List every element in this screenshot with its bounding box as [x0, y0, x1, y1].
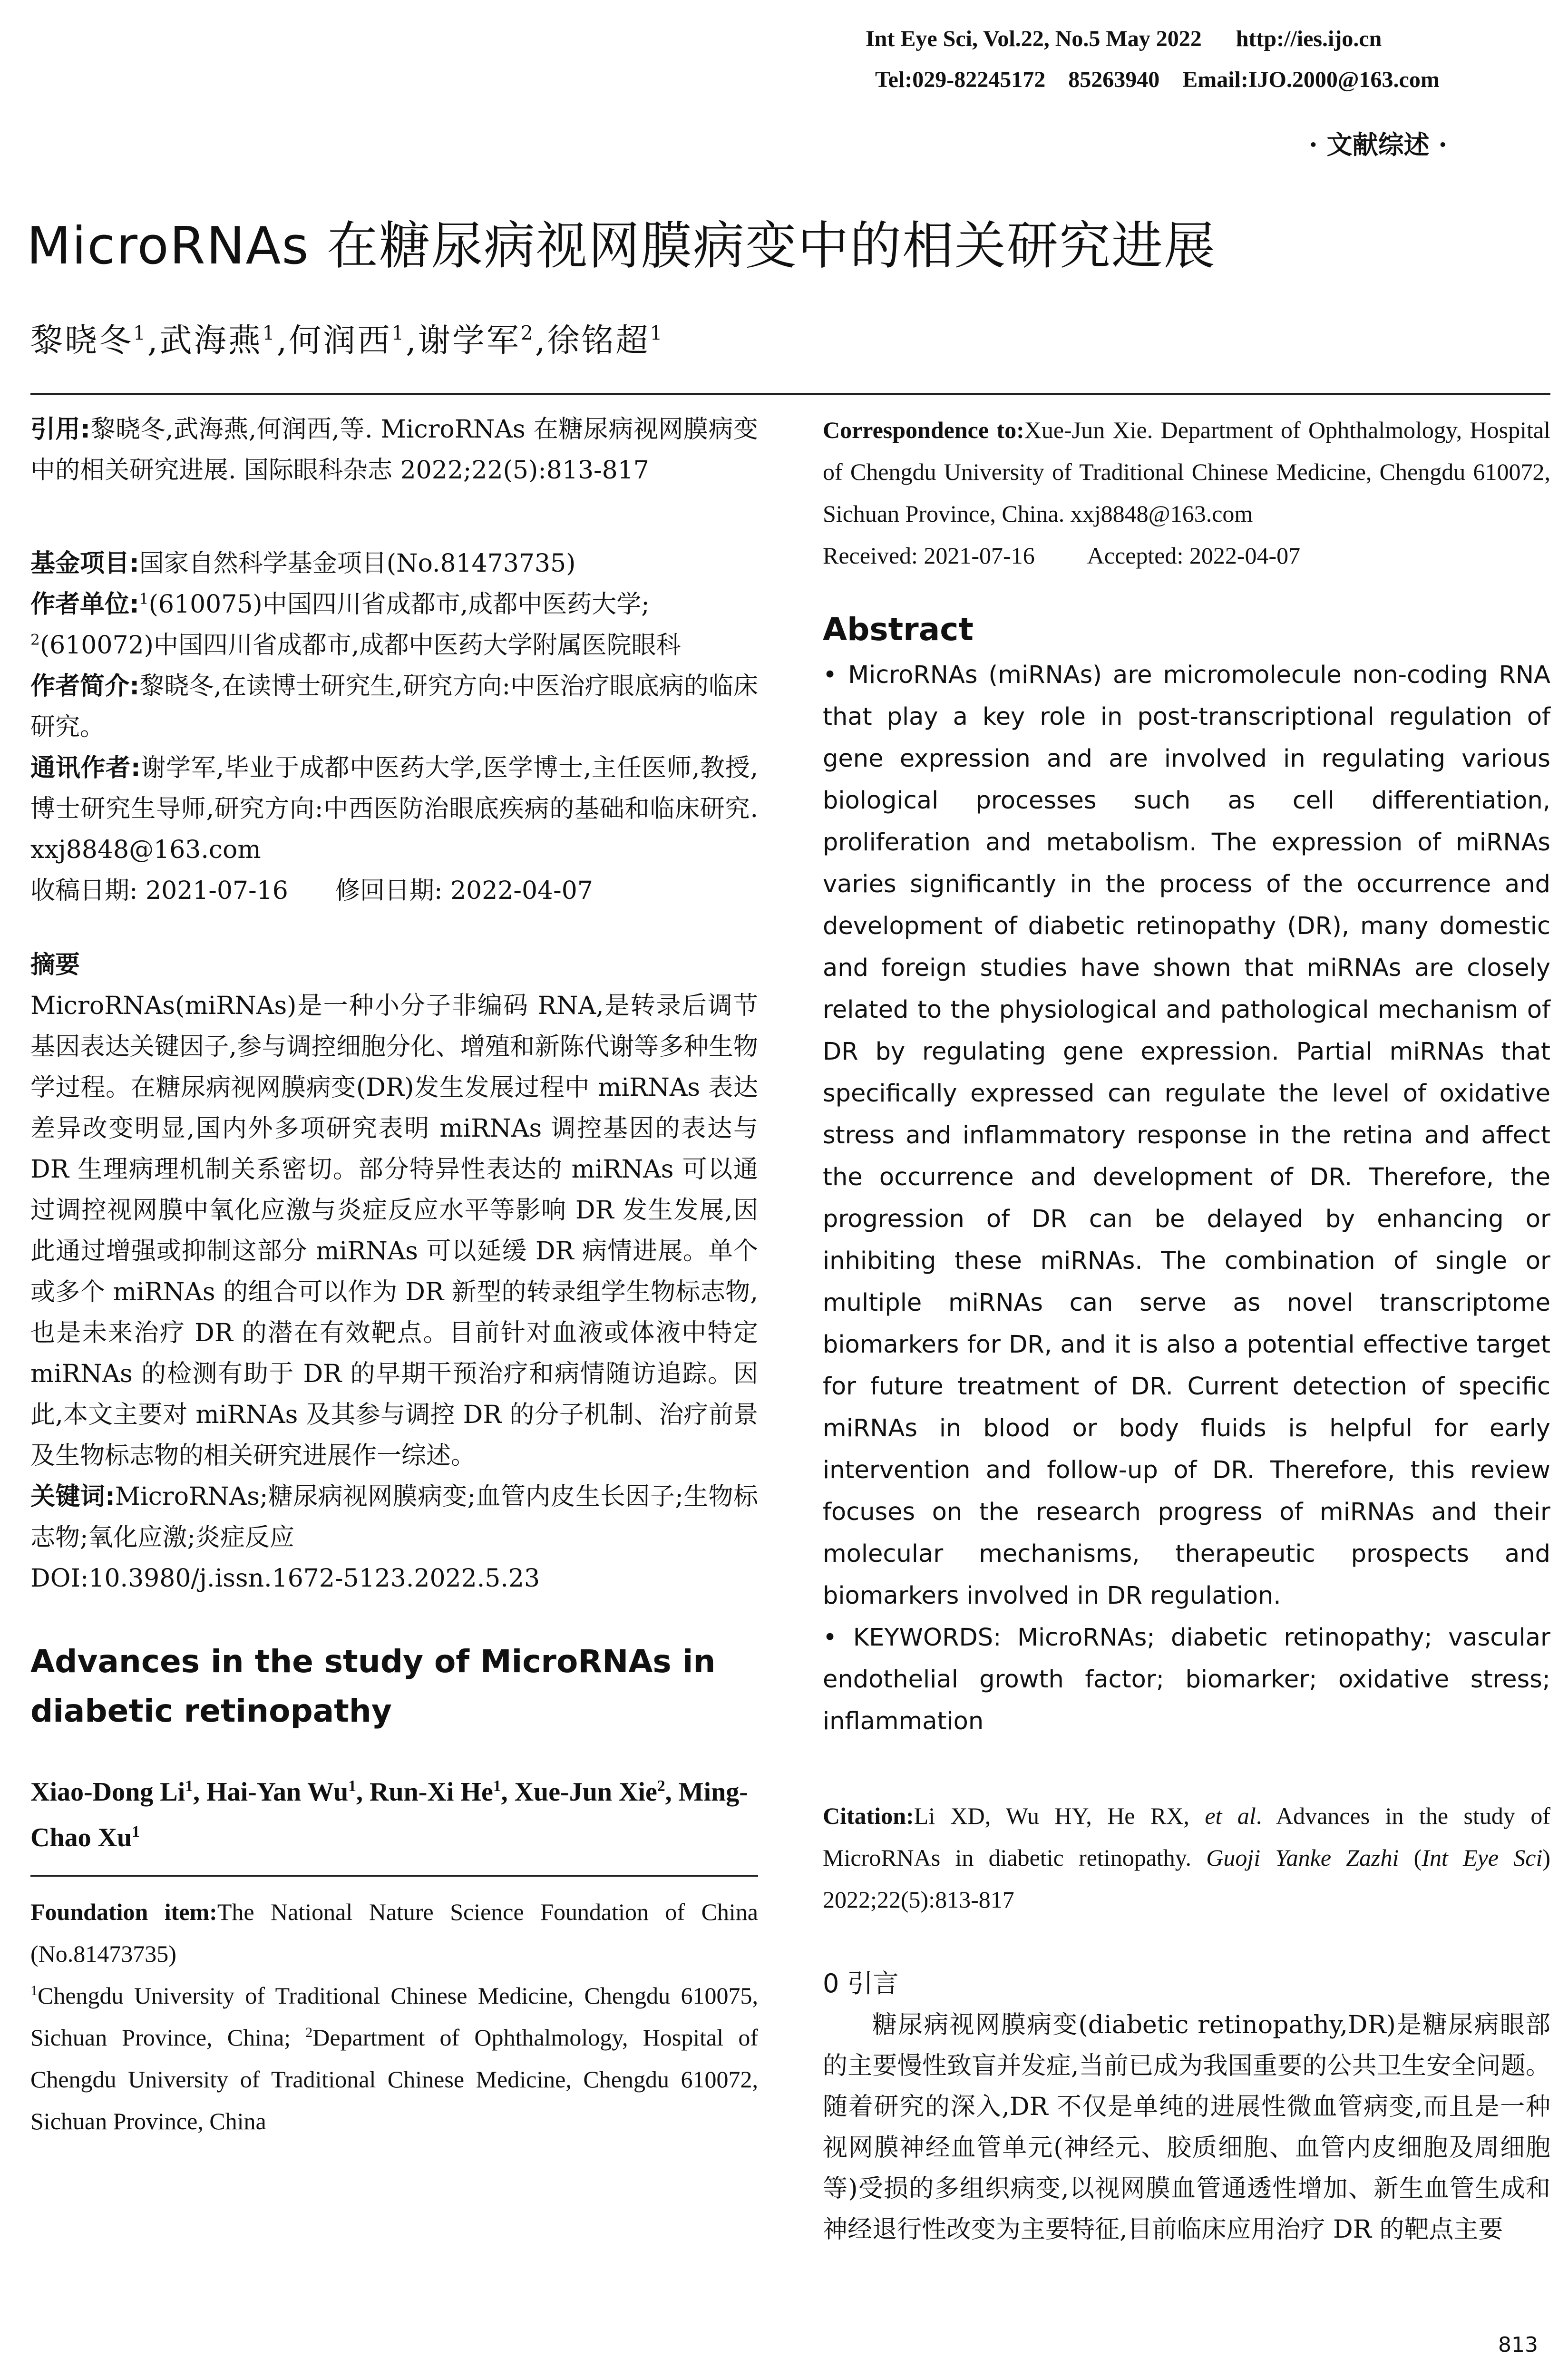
citation-en [823, 1795, 1550, 1920]
abstract-heading-cn: 摘要 [30, 951, 80, 979]
abstract-body-en: MicroRNAs (miRNAs) are micromolecule non-coding RNA that play a key role in post-transcriptional regulation of gene expression and are involved in regulating various biological processes such as cell differentiation, proliferation and metabolism. The expression of miRNAs varies significantly in the process of the occurrence and development of diabetic retinopathy (DR), many domestic and foreign studies have shown that miRNAs are closely related to the physiological and pathological mechanism of DR by regulating gene expression. Partial miRNAs that specifically expressed can regulate the level of oxidative stress and inflammatory response in the retina and affect the occurrence and development of DR. Therefore, the progression of DR can be delayed by enhancing or inhibiting these miRNAs. The combination of single or multiple miRNAs can serve as novel transcriptome biomarkers for DR, and it is also a potential effective target for future treatment of DR. Current detection of specific miRNAs in blood or body fluids is helpful for early intervention and follow-up of DR. Therefore, this review focuses on the research progress of miRNAs and their molecular mechanisms, therapeutic prospects and biomarkers involved in DR regulation. [823, 661, 1550, 1610]
author-name: 黎晓冬 [30, 322, 134, 360]
foundation-label: Foundation item: [30, 1899, 217, 1925]
affiliation-text: Department of Ophthalmology, Hospital of Chengdu University of Traditional Chinese Medicine, Chengdu 610072, Sichuan Province, China [30, 2024, 758, 2134]
affiliation-mark: 1 [348, 1777, 357, 1795]
author-name: 徐铭超 [547, 322, 650, 360]
citation-text: 黎晓冬,武海燕,何润西,等. MicroRNAs 在糖尿病视网膜病变中的相关研究进展. 国际眼科杂志 2022;22(5):813-817 [30, 415, 758, 485]
affiliation-mark: 1 [185, 1777, 193, 1795]
affiliation-mark: 1 [139, 590, 149, 608]
keywords-label-en: KEYWORDS: [853, 1624, 1002, 1652]
page-number: 813 [1498, 2333, 1538, 2357]
right-column [823, 409, 1550, 2250]
author-name-en: Ming-Chao Xu [30, 1777, 748, 1852]
affiliation-mark: 1 [493, 1777, 501, 1795]
dates-en [823, 535, 1550, 576]
citation-part: ) 2022;22(5):813-817 [823, 1844, 1550, 1913]
author-bio [30, 666, 758, 748]
article-title: MicroRNAs 在糖尿病视网膜病变中的相关研究进展 [27, 216, 1216, 276]
citation-journal: Guoji Yanke Zazhi [1206, 1844, 1399, 1871]
author-name: 谢学军 [418, 322, 521, 360]
affiliation-mark: 2 [657, 1777, 665, 1795]
bio-label: 作者简介: [30, 672, 140, 701]
citation-etal: et al [1205, 1802, 1256, 1829]
foundation-text: The National Nature Science Foundation of China (No.81473735) [30, 1899, 758, 1967]
author-name-en: Xiao-Dong Li [30, 1777, 185, 1807]
bio-text: 黎晓冬,在读博士研究生,研究方向:中医治疗眼底病的临床研究。 [30, 672, 758, 741]
citation-part: ( [1399, 1844, 1422, 1871]
correspondence-label: Correspondence to: [823, 417, 1024, 443]
affiliation-mark: 2 [520, 321, 535, 345]
affiliation-mark: 2 [30, 631, 40, 649]
citation-part: . Advances in the study of MicroRNAs in diabetic retinopathy. [823, 1802, 1550, 1871]
author-unit [30, 584, 758, 666]
abstract-text-cn: MicroRNAs(miRNAs)是一种小分子非编码 RNA,是转录后调节基因表达关键因子,参与调控细胞分化、增殖和新陈代谢等多种生物学过程。在糖尿病视网膜病变(DR)发生发展过程中 miRNAs 表达差异改变明显,国内外多项研究表明 miRNAs 调控基因的表达与 DR 生理病理机制关系密切。部分特异性表达的 miRNAs 可以通过调控视网膜中氧化应激与炎症反应水平等影响 DR 发生发展,因此通过增强或抑制这部分 miRNAs 可以延缓 DR 病情进展。单个或多个 miRNAs 的组合可以作为 DR 新型的转录组学生物标志物,也是未来治疗 DR 的潜在有效靶点。目前针对血液或体液中特定 miRNAs 的检测有助于 DR 的早期干预治疗和病情随访追踪。因此,本文主要对 miRNAs 及其参与调控 DR 的分子机制、治疗前景及生物标志物的相关研究进展作一综述。 [30, 992, 758, 1470]
affiliation-mark: 1 [132, 1822, 140, 1841]
author-name: 武海燕 [159, 322, 263, 360]
fund-text: 国家自然科学基金项目(No.81473735) [139, 549, 576, 578]
left-column [30, 409, 758, 2142]
keywords-en: • KEYWORDS: MicroRNAs; diabetic retinopathy; vascular endothelial growth factor; biomarker; oxidative stress; inflammation [823, 1624, 1550, 1735]
author-name-en: Hai-Yan Wu [206, 1777, 349, 1807]
correspondence-en [823, 409, 1550, 535]
author-list-cn: 黎晓冬$^1$,武海燕$^1$,何润西$^1$,谢学军$^2$,徐铭超$^1$ [30, 321, 664, 360]
unit-text: (610075)中国四川省成都市,成都中医药大学; [148, 590, 650, 619]
english-title: Advances in the study of MicroRNAs in diabetic retinopathy [30, 1643, 716, 1729]
corr-text: 谢学军,毕业于成都中医药大学,医学博士,主任医师,教授,博士研究生导师,研究方向:中西医防治眼底疾病的基础和临床研究. xxj8848@163.com [30, 754, 759, 864]
author-name-en: Xue-Jun Xie [514, 1777, 657, 1807]
citation-part: Li XD, Wu HY, He RX, [914, 1802, 1205, 1829]
contact-header-line: Tel:029-82245172 85263940 Email:IJO.2000@163.com [875, 67, 1440, 92]
keywords-text-en: MicroRNAs; diabetic retinopathy; vascular endothelial growth factor; biomarker; oxidative stress; inflammation [823, 1624, 1550, 1735]
fund-label: 基金项目: [30, 549, 139, 578]
unit-label: 作者单位: [30, 590, 139, 619]
article-category: · 文献综述 · [1309, 129, 1448, 160]
fund-info [30, 543, 758, 584]
keywords-label: 关键词: [30, 1482, 115, 1511]
corr-label: 通讯作者: [30, 754, 141, 782]
author-name-en: Run-Xi He [370, 1777, 493, 1807]
affiliation-mark: 1 [262, 321, 277, 345]
header-divider [30, 393, 1550, 395]
affiliation-mark: 1 [30, 1983, 38, 1998]
dates-cn: 收稿日期: 2021-07-16 修回日期: 2022-04-07 [30, 877, 593, 905]
author-list-en: Xiao-Dong Li$^1$, Hai-Yan Wu$^1$, Run-Xi He$^1$, Xue-Jun Xie$^2$, Ming-Chao Xu$^1$ [30, 1777, 748, 1852]
intro-heading: 0 引言 [823, 1968, 899, 1998]
affiliation-mark: 1 [133, 321, 147, 345]
affiliation-text: Chengdu University of Traditional Chinese Medicine, Chengdu 610075, Sichuan Province, China; [30, 1982, 758, 2051]
journal-header-line: Int Eye Sci, Vol.22, No.5 May 2022 http://ies.ijo.cn [866, 26, 1382, 51]
citation-label: 引用: [30, 415, 90, 444]
received-date: Received: 2021-07-16 [823, 542, 1035, 569]
unit-text: (610072)中国四川省成都市,成都中医药大学附属医院眼科 [39, 631, 681, 660]
intro-text: 糖尿病视网膜病变(diabetic retinopathy,DR)是糖尿病眼部的主要慢性致盲并发症,当前已成为我国重要的公共卫生安全问题。随着研究的深入,DR 不仅是单纯的进展性微血管病变,而且是一种视网膜神经血管单元(神经元、胶质细胞、血管内皮细胞及周细胞等)受损的多组织病变,以视网膜血管通透性增加、新生血管生成和神经退行性改变为主要特征,目前临床应用治疗 DR 的靶点主要 [823, 2011, 1550, 2244]
keywords-text: MicroRNAs;糖尿病视网膜病变;血管内皮生长因子;生物标志物;氧化应激;炎症反应 [30, 1482, 758, 1552]
affiliation-mark: 1 [391, 321, 406, 345]
author-name: 何润西 [289, 322, 392, 360]
affiliation-mark: 2 [305, 2025, 313, 2040]
abstract-text-en: • MicroRNAs (miRNAs) are micromolecule non-coding RNA that play a key role in post-transcriptional regulation of gene expression and are involved in regulating various biological processes such as cell differentiation, proliferation and metabolism. The expression of miRNAs varies significantly in the process of the occurrence and development of diabetic retinopathy (DR), many domestic and foreign studies have shown that miRNAs are closely related to the physiological and pathological mechanism of DR by regulating gene expression. Partial miRNAs that specifically expressed can regulate the level of oxidative stress and inflammatory response in the retina and affect the occurrence and development of DR. Therefore, the progression of DR can be delayed by enhancing or inhibiting these miRNAs. The combination of single or multiple miRNAs can serve as novel transcriptome biomarkers for DR, and it is also a potential effective target for future treatment of DR. Current detection of specific miRNAs in blood or body fluids is helpful for early intervention and follow-up of DR. Therefore, this review focuses on the research progress of miRNAs and their molecular mechanisms, therapeutic prospects and biomarkers involved in DR regulation. [823, 661, 1550, 1610]
citation-label-en: Citation: [823, 1802, 914, 1829]
foundation-item [30, 1891, 758, 1975]
doi: DOI:10.3980/j.issn.1672-5123.2022.5.23 [30, 1564, 540, 1593]
keywords-cn [30, 1476, 758, 1558]
accepted-date: Accepted: 2022-04-07 [1087, 542, 1301, 569]
correspondence-text: Xue-Jun Xie. Department of Ophthalmology, Hospital of Chengdu University of Traditional Chinese Medicine, Chengdu 610072, Sichuan Province, China. xxj8848@163.com [823, 417, 1550, 527]
abstract-heading-en: Abstract [823, 611, 974, 648]
citation-cn [30, 409, 758, 491]
corresponding-author-cn [30, 748, 758, 870]
affiliations-en [30, 1975, 758, 2142]
citation-journal-abbr: Int Eye Sci [1422, 1844, 1543, 1871]
affiliation-mark: 1 [650, 321, 664, 345]
